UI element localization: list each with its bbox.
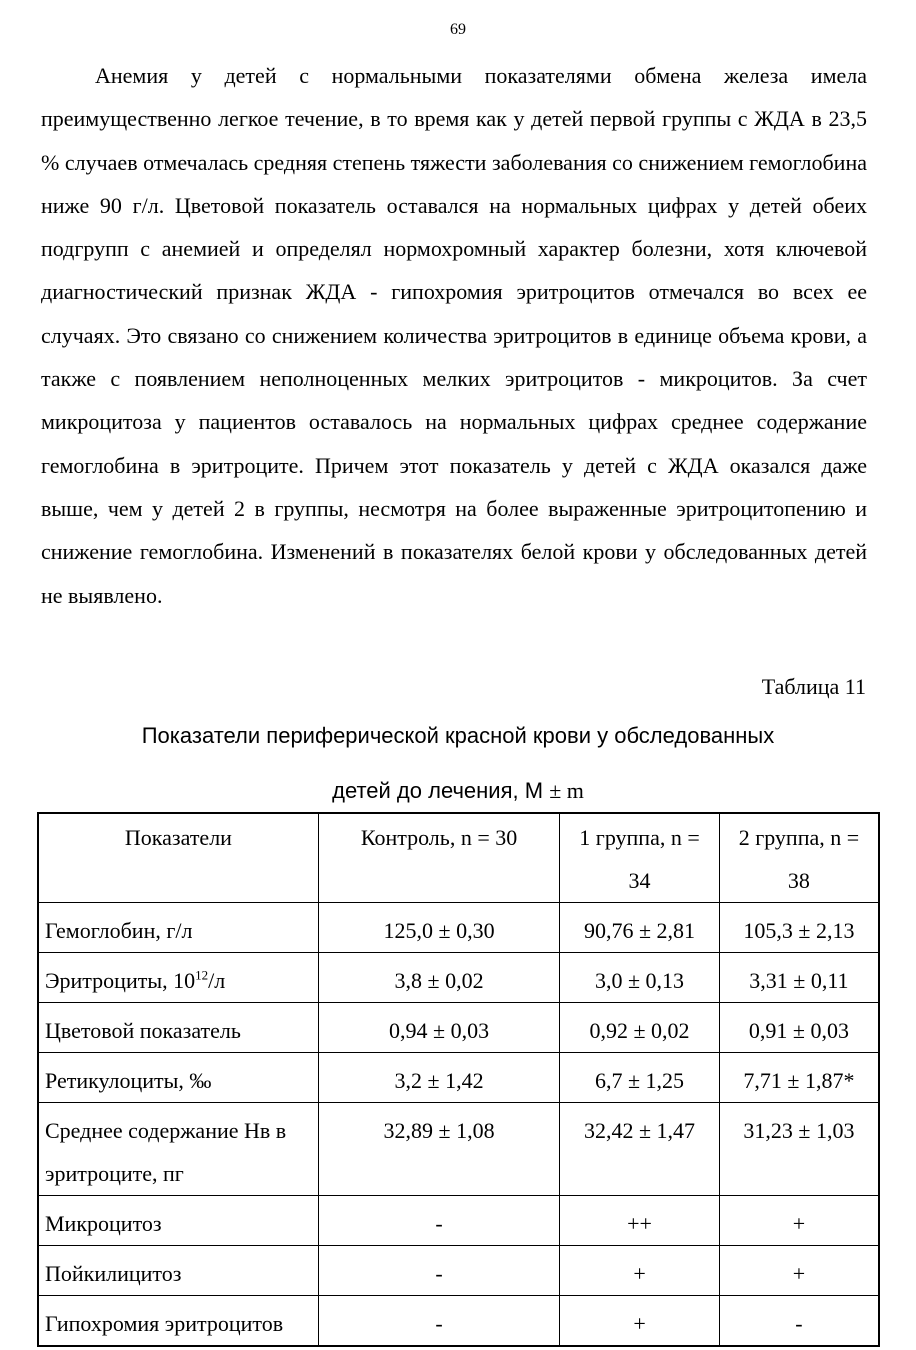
row-group2: - xyxy=(719,1296,879,1347)
row-group2: 0,91 ± 0,03 xyxy=(719,1003,879,1053)
table-row xyxy=(38,1053,879,1103)
row-group1: 6,7 ± 1,25 xyxy=(560,1053,720,1103)
row-group1: 3,0 ± 0,13 xyxy=(560,953,720,1003)
table-row xyxy=(38,1246,879,1296)
row-indicator: Цветовой показатель xyxy=(38,1003,318,1053)
row-control: 32,89 ± 1,08 xyxy=(318,1103,559,1196)
blood-indicators-table xyxy=(37,812,880,1347)
row-control: - xyxy=(318,1246,559,1296)
table-label: Таблица 11 xyxy=(761,674,866,699)
row-group1: + xyxy=(560,1296,720,1347)
table-row xyxy=(38,1003,879,1053)
row-group1: ++ xyxy=(560,1196,720,1246)
table-title-line-1: Показатели периферической красной крови у обследованных xyxy=(141,723,775,748)
indicator-unit: /л xyxy=(208,968,226,993)
row-group1: 90,76 ± 2,81 xyxy=(560,903,720,953)
table-row xyxy=(38,1196,879,1246)
row-indicator: Среднее содержание Нв в эритроците, пг xyxy=(38,1103,318,1196)
row-indicator: Гипохромия эритроцитов xyxy=(38,1296,318,1347)
header-group1: 1 группа, n = 34 xyxy=(560,813,720,903)
row-control: 3,2 ± 1,42 xyxy=(318,1053,559,1103)
header-group2: 2 группа, n = 38 xyxy=(719,813,879,903)
row-indicator xyxy=(38,953,318,1003)
row-indicator: Ретикулоциты, ‰ xyxy=(38,1053,318,1103)
body-paragraph: Анемия у детей с нормальными показателями обмена железа имела преимущественно легкое течение, в то время как у детей первой группы с ЖДА в 23,5 % случаев отмечалась средняя степень тяжести заболевания со снижением гемоглобина ниже 90 г/л. Цветовой показатель оставался на нормальных цифрах у детей обеих подгрупп с анемией и определял нормохромный характер болезни, хотя ключевой диагностический признак ЖДА - гипохромия эритроцитов отмечался во всех ее случаях. Это связано со снижением количества эритроцитов в единице объема крови, а также с появлением неполноценных мелких эритроцитов - микроцитов. За счет микроцитоза у пациентов оставалось на нормальных цифрах среднее содержание гемоглобина в эритроците. Причем этот показатель у детей с ЖДА оказался даже выше, чем у детей 2 в группы, несмотря на более выраженные эритроцитопению и снижение гемоглобина. Изменений в показателях белой крови у обследованных детей не выявлено. xyxy=(41,63,867,608)
row-group1: + xyxy=(560,1246,720,1296)
row-control: 3,8 ± 0,02 xyxy=(318,953,559,1003)
row-group2: 31,23 ± 1,03 xyxy=(719,1103,879,1196)
row-control: - xyxy=(318,1296,559,1347)
row-group2: + xyxy=(719,1246,879,1296)
table-header-row xyxy=(38,813,879,903)
page-number: 69 xyxy=(450,21,466,38)
row-indicator: Пойкилицитоз xyxy=(38,1246,318,1296)
row-group1: 0,92 ± 0,02 xyxy=(560,1003,720,1053)
table-row xyxy=(38,953,879,1003)
row-group2: + xyxy=(719,1196,879,1246)
row-group2: 7,71 ± 1,87* xyxy=(719,1053,879,1103)
row-group2: 105,3 ± 2,13 xyxy=(719,903,879,953)
row-control: 125,0 ± 0,30 xyxy=(318,903,559,953)
table-row xyxy=(38,1103,879,1196)
row-control: - xyxy=(318,1196,559,1246)
table-title-pm: ± m xyxy=(549,778,584,803)
table-row xyxy=(38,1296,879,1347)
header-control: Контроль, n = 30 xyxy=(318,813,559,903)
row-indicator: Гемоглобин, г/л xyxy=(38,903,318,953)
table-row xyxy=(38,903,879,953)
table-title-line-2 xyxy=(0,778,916,804)
row-group2: 3,31 ± 0,11 xyxy=(719,953,879,1003)
row-group1: 32,42 ± 1,47 xyxy=(560,1103,720,1196)
row-indicator: Микроцитоз xyxy=(38,1196,318,1246)
indicator-base: Эритроциты, 10 xyxy=(45,968,196,993)
header-indicator: Показатели xyxy=(38,813,318,903)
table-title-text: детей до лечения, M xyxy=(332,778,544,803)
indicator-exponent: 12 xyxy=(195,967,209,983)
row-control: 0,94 ± 0,03 xyxy=(318,1003,559,1053)
